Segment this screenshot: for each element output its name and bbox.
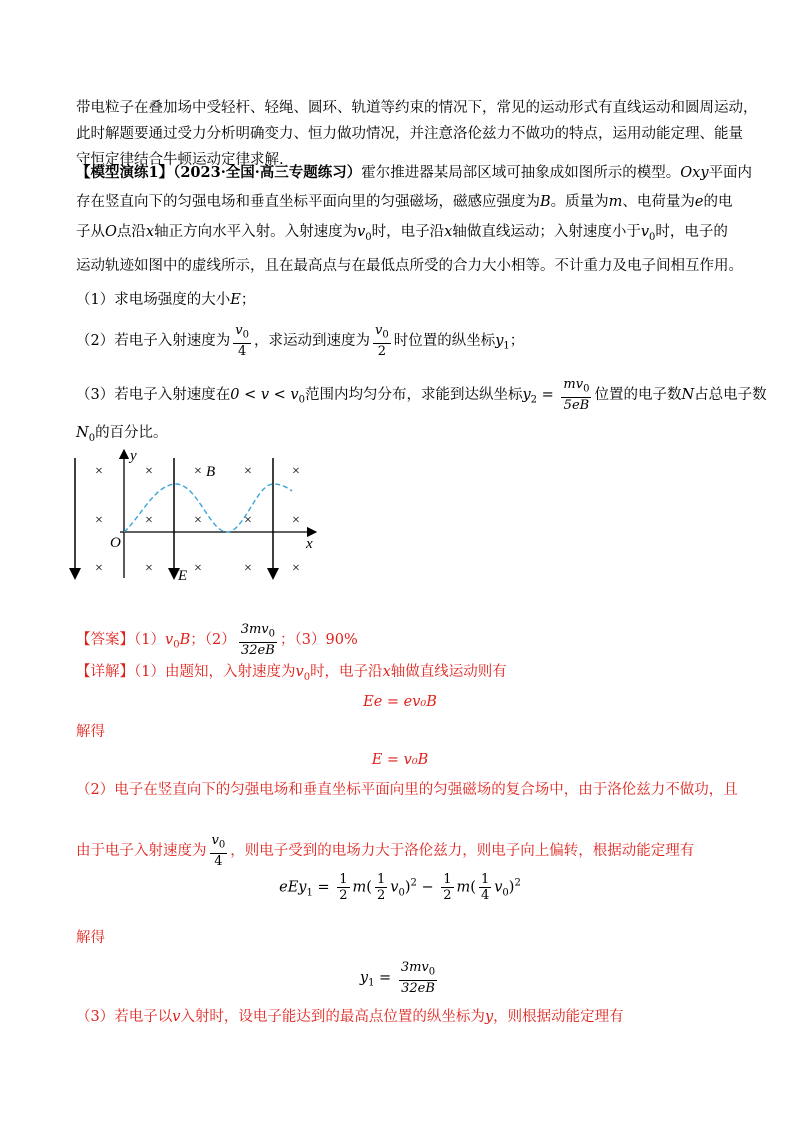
fraction-v0-over-4: $\frac{v_0}{4}$ <box>211 833 226 869</box>
fraction-3mv0-over-32eB: $\frac{3mv_0}{32eB}$ <box>240 622 276 658</box>
symbol-v0: v <box>640 224 650 240</box>
svg-text:×: × <box>244 513 252 528</box>
svg-text:×: × <box>145 513 153 528</box>
svg-text:×: × <box>244 464 252 479</box>
symbol-x: x <box>145 224 155 240</box>
svg-text:×: × <box>292 561 300 576</box>
solution-line-4: （3）若电子以v入射时，设电子能达到的最高点位置的纵坐标为y，则根据动能定理有 <box>76 1009 624 1025</box>
question-text: 的百分比。 <box>95 425 168 441</box>
problem-text: 霍尔推进器某局部区域可抽象成如图所示的模型。 <box>361 165 681 181</box>
symbol-y1: y <box>495 332 504 349</box>
symbol-e-field: E <box>230 292 241 308</box>
symbol-e: e <box>694 194 704 210</box>
energy-equation: eEy$_1$ = $\frac{1}{2}$ m( $\frac{1}{2}$ $v_0)^2$ − $\frac{1}{2}$ m( $\frac{1}{4}$ $v_0)^2$ <box>279 872 521 903</box>
symbol-n: N <box>681 386 695 403</box>
b-label: B <box>206 464 216 480</box>
problem-text: 存在竖直向下的匀强电场和垂直坐标平面向里的匀强磁场，磁感应强度为 <box>76 194 540 210</box>
solution-text: 轴做直线运动则有 <box>390 664 507 680</box>
problem-text: 轴正方向水平入射。入射速度为 <box>154 224 358 240</box>
svg-text:×: × <box>145 561 153 576</box>
problem-text: 、电荷量为 <box>622 194 695 210</box>
problem-text: 的电 <box>703 194 733 210</box>
svg-text:×: × <box>194 464 202 479</box>
question-text: 位置的电子数 <box>594 386 682 403</box>
fraction-mv0-over-5eB: $\frac{mv_0}{5eB}$ <box>563 377 590 413</box>
question-text: （2）若电子入射速度为 <box>76 332 231 349</box>
symbol-v0: v <box>357 224 366 240</box>
solution-text: 由于电子入射速度为 <box>76 842 207 859</box>
answer-text: ；（2） <box>190 631 236 648</box>
solution-tag: 【详解】 <box>76 664 134 680</box>
question-text: 占总电子数 <box>694 386 767 403</box>
svg-text:×: × <box>145 464 153 479</box>
answer-tag: 【答案】 <box>76 631 134 648</box>
svg-text:×: × <box>95 464 103 479</box>
problem-line-2 <box>76 192 733 212</box>
field-diagram <box>60 448 330 588</box>
y1-result: $y_1$ = $\frac{3mv_0}{32eB}$ <box>359 960 436 996</box>
solution-text: 时，电子沿 <box>310 664 383 680</box>
answer-text: （1） <box>134 631 165 648</box>
svg-text:×: × <box>194 561 202 576</box>
question-2 <box>76 323 524 359</box>
answer-text: ；（3）90% <box>280 631 358 648</box>
subscript: 2 <box>530 394 538 406</box>
svg-text:×: × <box>95 513 103 528</box>
question-text: ； <box>240 292 256 308</box>
jiede-1: 解得 <box>76 724 105 740</box>
svg-text:×: × <box>194 513 202 528</box>
svg-text:×: × <box>292 513 300 528</box>
svg-text:×: × <box>244 561 252 576</box>
problem-tag: 【模型演练1】 <box>76 164 174 181</box>
equation-2: E = v₀B <box>371 752 429 768</box>
problem-text: 。质量为 <box>550 194 609 210</box>
symbol-n0: N <box>76 425 89 441</box>
question-text: 时位置的纵坐标 <box>393 332 496 349</box>
question-3-cont <box>76 423 168 449</box>
intro-line-1: 带电粒子在叠加场中受轻杆、轻绳、圆环、轨道等约束的情况下，常见的运动形式有直线运动和圆周运动， <box>76 100 758 116</box>
problem-text: 子从 <box>76 224 105 240</box>
subscript: 0 <box>298 394 305 406</box>
solution-text: （1）由题知，入射速度为 <box>134 664 296 680</box>
problem-line-1 <box>76 163 752 183</box>
intro-line-2: 此时解题要通过受力分析明确变力、恒力做功情况，并注意洛伦兹力不做功的特点，运用动能定理、能量 <box>76 126 743 142</box>
problem-source: （2023·全国·高三专题练习） <box>173 164 362 181</box>
jiede-2: 解得 <box>76 930 105 946</box>
symbol-oxy: Oxy <box>680 165 709 181</box>
subscript: 1 <box>503 340 510 352</box>
symbol-x: x <box>444 224 453 240</box>
solution-text: （3）若电子以 <box>76 1009 173 1025</box>
question-1 <box>76 290 255 310</box>
problem-line-3 <box>76 222 728 248</box>
symbol-y2: y <box>522 386 531 403</box>
fraction-v0-over-4: $\frac{v_0}{4}$ <box>235 323 249 359</box>
answer-line: 【答案】$(1)v_0B$；（2） $\frac{3mv_0}{32eB}$ ；（3）90% <box>76 622 358 658</box>
symbol-b: B <box>540 194 551 210</box>
question-text: 范围内均匀分布，求能到达纵坐标 <box>304 386 523 403</box>
problem-text: 轴做直线运动；入射速度小于 <box>452 224 641 240</box>
e-label: E <box>178 568 188 584</box>
question-text: （3）若电子入射速度在 <box>76 386 231 403</box>
symbol-o: O <box>105 224 117 240</box>
subscript: 0 <box>88 432 96 444</box>
solution-line-1: 【详解】（1）由题知，入射速度为$v_0$时，电子沿x轴做直线运动则有 <box>76 664 507 683</box>
solution-line-3 <box>76 833 694 869</box>
problem-text: 点沿 <box>116 224 146 240</box>
problem-text: 时，电子沿 <box>371 224 445 240</box>
x-axis-label: x <box>306 536 313 552</box>
question-text: ； <box>509 332 525 349</box>
svg-text:×: × <box>95 561 103 576</box>
problem-text: 时，电子的 <box>655 224 728 240</box>
magnetic-field-crosses <box>95 464 300 576</box>
problem-text: 平面内 <box>708 165 753 181</box>
problem-line-4: 运动轨迹如图中的虚线所示，且在最高点与在最低点所受的合力大小相等。不计重力及电子间相互作用。 <box>76 258 743 274</box>
solution-text: 入射时，设电子能达到的最高点位置的纵坐标为 <box>180 1009 485 1025</box>
symbol-range: 0 < v < v <box>230 386 299 403</box>
intro-line-3: 守恒定律结合牛顿运动定律求解. <box>76 152 284 168</box>
solution-text: ，则电子受到的电场力大于洛伦兹力，则电子向上偏转，根据动能定理有 <box>230 842 695 859</box>
symbol-m: m <box>608 194 623 210</box>
fraction-v0-over-2: $\frac{v_0}{2}$ <box>374 323 389 359</box>
origin-label: O <box>110 535 121 551</box>
equation-1: Ee = ev₀B <box>363 694 437 710</box>
svg-text:×: × <box>292 464 300 479</box>
solution-text: ，则根据动能定理有 <box>493 1009 624 1025</box>
question-text: （1）求电场强度的大小 <box>76 292 231 308</box>
subscript: 0 <box>365 231 372 243</box>
question-text: ，求运动到速度为 <box>253 332 370 349</box>
question-3: （3）若电子入射速度在$0 < v < v_0$范围内均匀分布，求能到达纵坐标$y_2$ = $\frac{mv_0}{5eB}$ 位置的电子数N占总电子数 <box>76 377 767 413</box>
y-axis-label: y <box>130 448 137 464</box>
subscript: 0 <box>649 231 656 243</box>
solution-line-2: （2）电子在竖直向下的匀强电场和垂直坐标平面向里的匀强磁场的复合场中，由于洛伦兹力不做功，且 <box>76 782 738 798</box>
